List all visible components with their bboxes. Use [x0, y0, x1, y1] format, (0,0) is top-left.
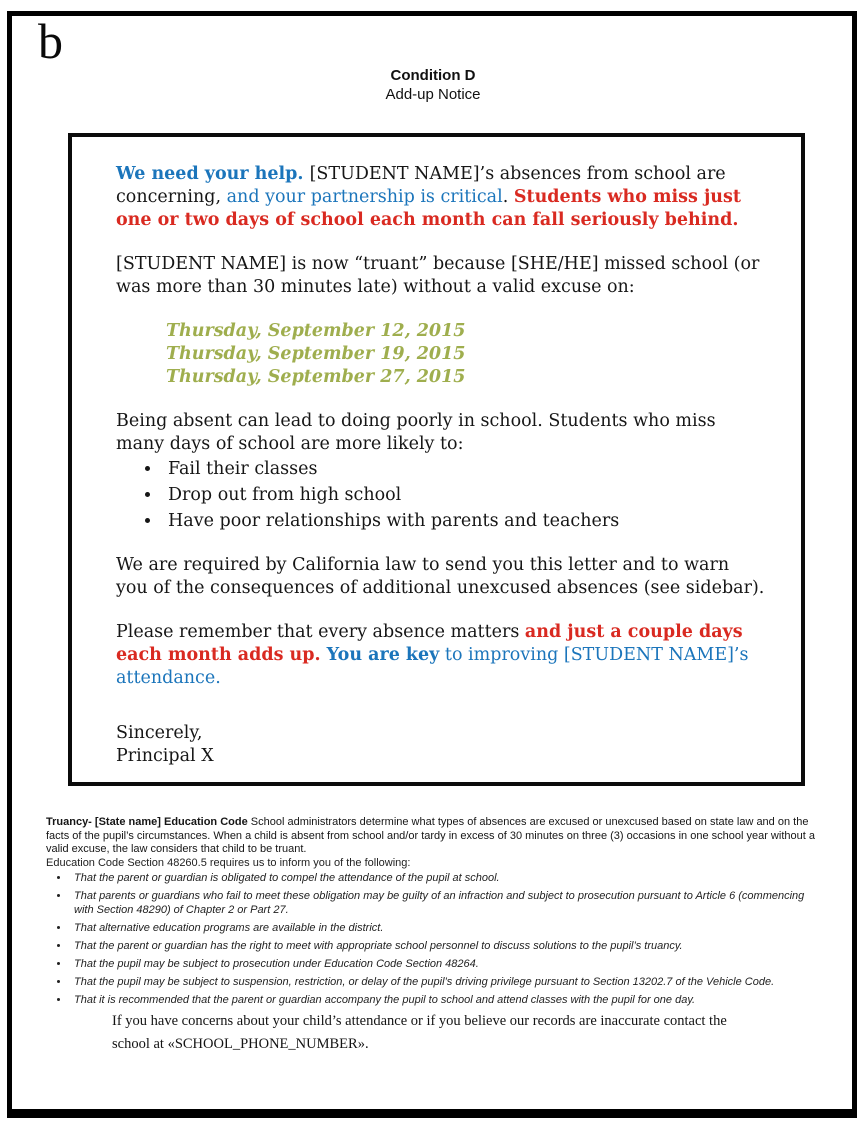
- contact-note-line-1: If you have concerns about your child’s attendance or if you believe our records are inaccurate contact the: [112, 1013, 727, 1029]
- closing: Sincerely,: [116, 723, 203, 743]
- fine-print-requirements: Education Code Section 48260.5 requires us to inform you of the following:: [46, 856, 411, 869]
- signature: Principal X: [116, 746, 214, 766]
- text-segment: Students who miss just one or two days of school each month can fall seriously behind.: [116, 187, 741, 230]
- fine-print-intro: [46, 816, 824, 857]
- letter-paragraph-law: We are required by California law to send you this letter and to warn you of the consequences of additional unexcused absences (see sidebar).: [116, 555, 765, 598]
- absence-date-1: Thursday, September 12, 2015: [166, 321, 466, 341]
- fine-print: [46, 816, 824, 1012]
- text-segment: to improving [STUDENT NAME]’s attendance.: [116, 645, 749, 688]
- contact-note: [112, 1010, 818, 1056]
- risk-item-1: • Fail their classes: [162, 458, 765, 481]
- text-segment: Truancy- [State name] Education Code: [46, 816, 251, 828]
- fine-print-item-5: • That the pupil may be subject to prosecution under Education Code Section 48264.: [70, 958, 824, 972]
- absence-dates: [166, 320, 765, 389]
- risk-list: [144, 458, 765, 533]
- text-segment: We need your help.: [116, 164, 310, 184]
- text-segment: You are key: [326, 645, 440, 665]
- letter-paragraph-reminder: [116, 621, 765, 690]
- absence-date-2: Thursday, September 19, 2015: [166, 344, 466, 364]
- fine-print-item-6: • That the pupil may be subject to suspension, restriction, or delay of the pupil’s driving privilege pursuant to Section 13202.7 of the Vehicle Code.: [70, 976, 824, 990]
- absence-date-3: Thursday, September 27, 2015: [166, 367, 466, 387]
- fine-print-item-2: • That parents or guardians who fail to meet these obligation may be guilty of an infraction and subject to prosecution pursuant to Article 6 (commencing with Section 48290) of Chapter 2 or Part 27.: [70, 890, 824, 917]
- document-header: [0, 66, 866, 104]
- text-segment: School administrators determine what types of absences are excused or unexcused based on state law and on the facts of the pupil’s circumstances. When a child is absent from school and/or tardy in excess of 30 minutes on three (3) occasions in one school year without a valid excuse, the law considers that child to be truant.: [46, 816, 815, 855]
- letter-box: [68, 133, 805, 786]
- fine-print-item-4: • That the parent or guardian has the right to meet with appropriate school personnel to discuss solutions to the pupil’s truancy.: [70, 940, 824, 954]
- text-segment: and just a couple days each month adds up.: [116, 622, 743, 665]
- risk-item-2: • Drop out from high school: [162, 484, 765, 507]
- text-segment: Please remember that every absence matters: [116, 622, 525, 642]
- condition-title: Condition D: [390, 67, 476, 84]
- contact-note-line-2: school at «SCHOOL_PHONE_NUMBER».: [112, 1036, 369, 1052]
- fine-print-item-7: • That it is recommended that the parent or guardian accompany the pupil to school and attend classes with the pupil for one day.: [70, 994, 824, 1008]
- panel-label: b: [38, 13, 63, 69]
- text-segment: .: [502, 187, 514, 207]
- text-segment: and your partnership is critical: [226, 187, 503, 207]
- notice-type: Add-up Notice: [385, 86, 481, 103]
- letter-paragraph-risks: Being absent can lead to doing poorly in school. Students who miss many days of school are more likely to:: [116, 411, 716, 454]
- text-segment: [STUDENT NAME]’s absences from school are concerning,: [116, 164, 726, 207]
- fine-print-list: [56, 872, 824, 1007]
- signature-block: [116, 722, 765, 768]
- letter-paragraph-help: [116, 163, 765, 232]
- fine-print-item-3: • That alternative education programs are available in the district.: [70, 922, 824, 936]
- letter-paragraph-truant: [STUDENT NAME] is now “truant” because [SHE/HE] missed school (or was more than 30 minutes late) without a valid excuse on:: [116, 254, 760, 297]
- risk-item-3: • Have poor relationships with parents and teachers: [162, 510, 765, 533]
- fine-print-item-1: • That the parent or guardian is obligated to compel the attendance of the pupil at school.: [70, 872, 824, 886]
